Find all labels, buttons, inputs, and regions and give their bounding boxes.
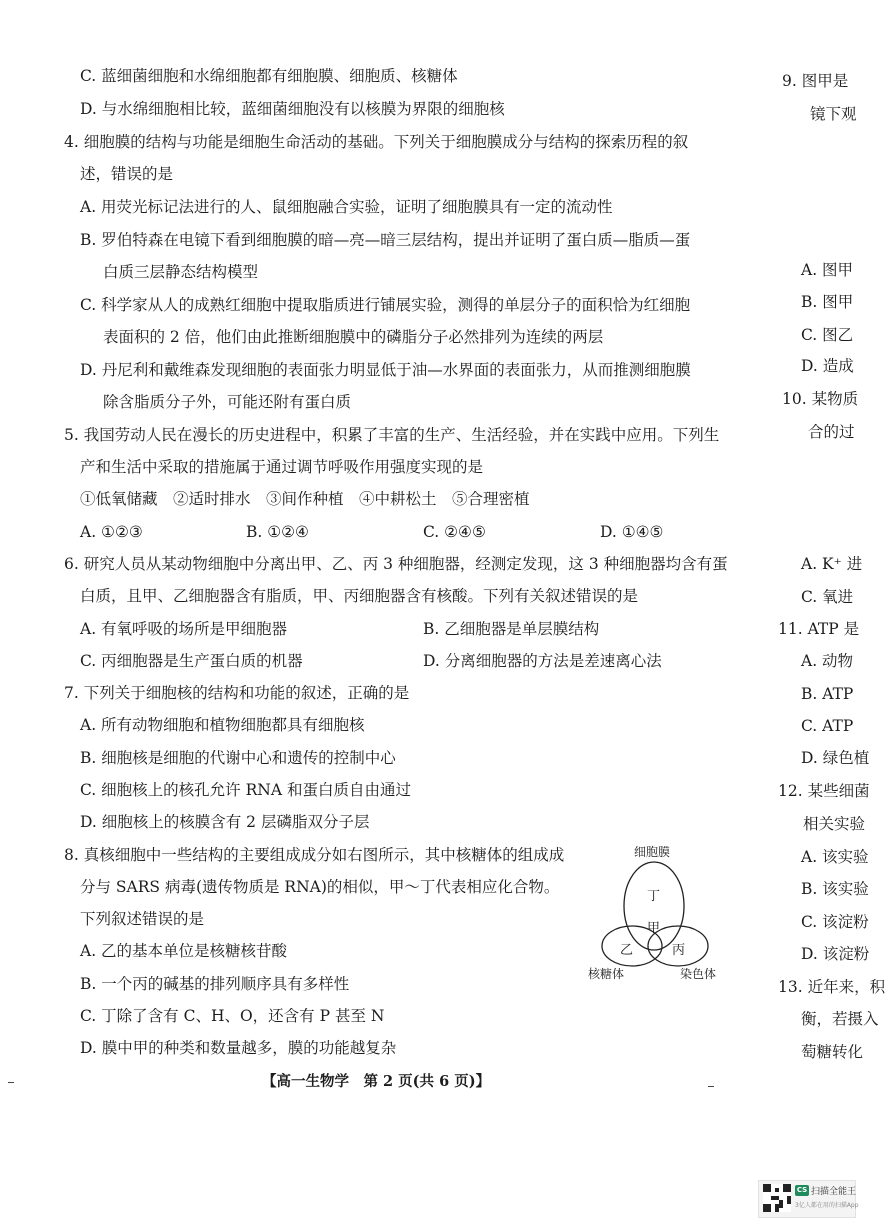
q6-stem-line2: 白质，且甲、乙细胞器含有脂质，甲、丙细胞器含有核酸。下列有关叙述错误的是 (80, 587, 639, 605)
q8-stem-line1: 8. 真核细胞中一些结构的主要组成成分如右图所示，其中核糖体的组成成 (64, 846, 565, 864)
right-q12-option-c: C. 该淀粉 (801, 913, 869, 931)
q4-stem-line1: 4. 细胞膜的结构与功能是细胞生命活动的基础。下列关于细胞膜成分与结构的探索历程的叙 (64, 133, 689, 151)
region-ding: 丁 (647, 889, 661, 904)
right-q9-option-d: D. 造成 (801, 357, 854, 375)
region-yi: 乙 (620, 943, 634, 958)
right-q12-option-b: B. 该实验 (801, 880, 869, 898)
q8-option-b: B. 一个丙的碱基的排列顺序具有多样性 (80, 975, 350, 993)
scanner-watermark (758, 1180, 859, 1218)
q8-stem-line2: 分与 SARS 病毒(遗传物质是 RNA)的相似，甲～丁代表相应化合物。 (80, 878, 560, 896)
q7-option-a: A. 所有动物细胞和植物细胞都具有细胞核 (80, 716, 365, 734)
q4-option-c-line1: C. 科学家从人的成熟红细胞中提取脂质进行铺展实验，测得的单层分子的面积恰为红细胞 (80, 296, 691, 314)
membrane-ellipse (624, 862, 684, 950)
page-footer: 【高一生物学 第 2 页(共 6 页)】 (262, 1073, 491, 1090)
right-q9-line2: 镜下观 (810, 105, 857, 123)
q5-option-c: C. ②④⑤ (423, 523, 486, 541)
q4-option-b-line2: 白质三层静态结构模型 (103, 263, 259, 281)
q6-option-c: C. 丙细胞器是生产蛋白质的机器 (80, 652, 303, 670)
right-q13-line1: 13. 近年来，积 (778, 978, 885, 996)
right-q9-option-a: A. 图甲 (801, 261, 854, 279)
scanner-app-tagline: 3亿人都在用的扫描App (795, 1202, 859, 1209)
right-q11-option-b: B. ATP (801, 685, 854, 703)
right-q12-option-a: A. 该实验 (801, 848, 869, 866)
q5-stem-line1: 5. 我国劳动人民在漫长的历史进程中，积累了丰富的生产、生活经验，并在实践中应用。下列生 (64, 426, 720, 444)
region-jia: 甲 (647, 921, 661, 936)
q4-stem-line2: 述，错误的是 (80, 165, 174, 183)
q8-option-d: D. 膜中甲的种类和数量越多，膜的功能越复杂 (80, 1039, 397, 1057)
right-q9-line1: 9. 图甲是 (782, 72, 849, 90)
right-q10-option-a: A. K⁺ 进 (801, 555, 863, 573)
q5-stem-line2: 产和生活中采取的措施属于通过调节呼吸作用强度实现的是 (80, 458, 484, 476)
q8-stem-line3: 下列叙述错误的是 (80, 910, 205, 928)
q7-option-c: C. 细胞核上的核孔允许 RNA 和蛋白质自由通过 (80, 781, 411, 799)
right-q11-option-c: C. ATP (801, 717, 854, 735)
venn-diagram (580, 838, 730, 988)
right-q10-option-c: C. 氧进 (801, 588, 854, 606)
q7-option-b: B. 细胞核是细胞的代谢中心和遗传的控制中心 (80, 749, 396, 767)
q8-option-a: A. 乙的基本单位是核糖核苷酸 (80, 942, 288, 960)
footer-mark-left (8, 1082, 14, 1083)
q6-option-b: B. 乙细胞器是单层膜结构 (423, 620, 600, 638)
label-chromosome: 染色体 (680, 967, 717, 981)
right-q12-option-d: D. 该淀粉 (801, 945, 870, 963)
q6-option-a: A. 有氧呼吸的场所是甲细胞器 (80, 620, 288, 638)
right-q13-line3: 萄糖转化 (801, 1043, 864, 1061)
q3-option-c: C. 蓝细菌细胞和水绵细胞都有细胞膜、细胞质、核糖体 (80, 67, 458, 85)
q6-stem-line1: 6. 研究人员从某动物细胞中分离出甲、乙、丙 3 种细胞器，经测定发现，这 3 种细胞器均含有蛋 (64, 555, 728, 573)
right-q11-stem: 11. ATP 是 (778, 620, 860, 638)
q7-option-d: D. 细胞核上的核膜含有 2 层磷脂双分子层 (80, 813, 370, 831)
qr-code-icon (763, 1184, 791, 1212)
q5-option-b: B. ①②④ (246, 523, 309, 541)
right-q12-line1: 12. 某些细菌 (778, 782, 870, 800)
q3-option-d: D. 与水绵细胞相比较，蓝细菌细胞没有以核膜为界限的细胞核 (80, 100, 505, 118)
q5-measures: ①低氧储藏 ②适时排水 ③间作种植 ④中耕松土 ⑤合理密植 (80, 490, 530, 508)
q5-option-d: D. ①④⑤ (600, 523, 664, 541)
scanner-app-name: 扫描全能王 (811, 1187, 857, 1197)
right-q10-line1: 10. 某物质 (782, 390, 859, 408)
q4-option-c-line2: 表面积的 2 倍，他们由此推断细胞膜中的磷脂分子必然排列为连续的两层 (103, 328, 604, 346)
right-q10-line2: 合的过 (808, 423, 855, 441)
q5-option-a: A. ①②③ (80, 523, 143, 541)
q4-option-d-line1: D. 丹尼利和戴维森发现细胞的表面张力明显低于油—水界面的表面张力，从而推测细胞膜 (80, 361, 691, 379)
q6-option-d: D. 分离细胞器的方法是差速离心法 (423, 652, 662, 670)
q4-option-b-line1: B. 罗伯特森在电镜下看到细胞膜的暗—亮—暗三层结构，提出并证明了蛋白质—脂质—蛋 (80, 231, 691, 249)
right-q13-line2: 衡，若摄入 (801, 1010, 879, 1028)
label-membrane: 细胞膜 (634, 845, 671, 859)
camscanner-logo: CS (796, 1186, 808, 1194)
right-q9-option-b: B. 图甲 (801, 293, 854, 311)
right-q11-option-d: D. 绿色植 (801, 749, 870, 767)
q4-option-a: A. 用荧光标记法进行的人、鼠细胞融合实验，证明了细胞膜具有一定的流动性 (80, 198, 613, 216)
right-q11-option-a: A. 动物 (801, 652, 854, 670)
right-q9-option-c: C. 图乙 (801, 326, 854, 344)
q8-option-c: C. 丁除了含有 C、H、O，还含有 P 甚至 N (80, 1007, 385, 1025)
q4-option-d-line2: 除含脂质分子外，可能还附有蛋白质 (103, 393, 352, 411)
right-q12-line2: 相关实验 (803, 815, 866, 833)
region-bing: 丙 (672, 943, 686, 958)
footer-mark-right (708, 1086, 714, 1087)
q7-stem: 7. 下列关于细胞核的结构和功能的叙述，正确的是 (64, 684, 410, 702)
label-ribosome: 核糖体 (588, 967, 625, 981)
